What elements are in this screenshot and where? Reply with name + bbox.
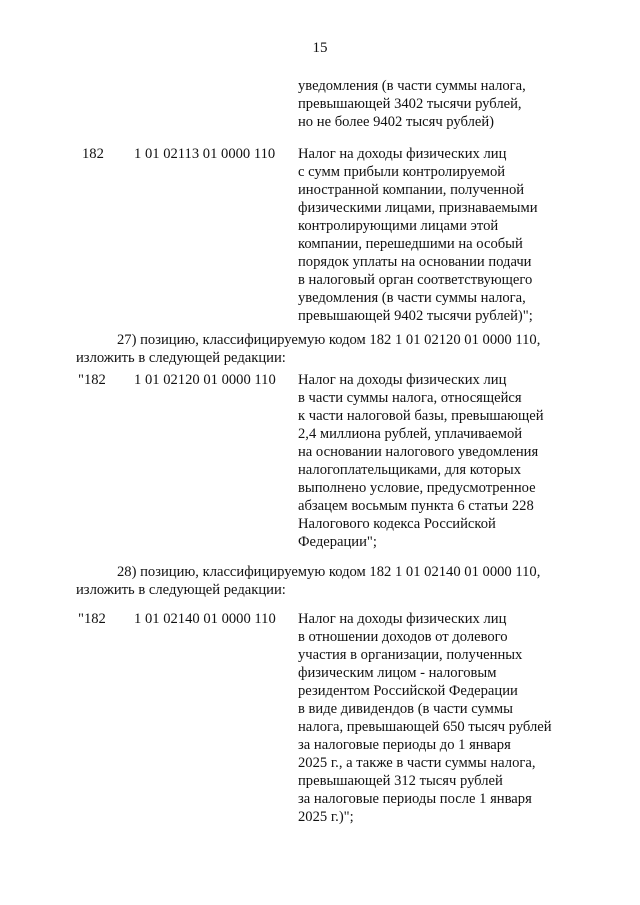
desc-line: превышающей 312 тысяч рублей [298, 773, 503, 789]
desc-line: в виде дивидендов (в части суммы [298, 701, 513, 717]
page-number: 15 [312, 40, 328, 56]
desc-line: Налог на доходы физических лиц [298, 611, 507, 627]
desc-line: за налоговые периоды до 1 января [298, 737, 511, 753]
desc-line: за налоговые периоды после 1 января [298, 791, 532, 807]
desc-line: физическим лицом - налоговым [298, 665, 497, 681]
desc-line: в налоговый орган соответствующего [298, 272, 533, 288]
desc-line: порядок уплаты на основании подачи [298, 254, 532, 270]
desc-line: уведомления (в части суммы налога, [298, 290, 526, 306]
desc-line: на основании налогового уведомления [298, 444, 539, 460]
desc-line: контролирующими лицами этой [298, 218, 499, 234]
desc-line: резидентом Российской Федерации [298, 683, 518, 699]
desc-line: выполнено условие, предусмотренное [298, 480, 536, 496]
desc-line: налога, превышающей 650 тысяч рублей [298, 719, 552, 735]
desc-line: 2025 г.)"; [298, 809, 354, 825]
code-kbk: 1 01 02140 01 0000 110 [134, 611, 276, 627]
desc-line: к части налоговой базы, превышающей [298, 408, 544, 424]
desc-line: Федерации"; [298, 534, 377, 550]
desc-line: налогоплательщиками, для которых [298, 462, 522, 478]
desc-line: превышающей 9402 тысячи рублей)"; [298, 308, 533, 324]
paragraph-line: 28) позицию, классифицируемую кодом 182 1 01 02140 01 0000 110, [117, 564, 541, 580]
code-kbk-admin: "182 [78, 611, 106, 627]
desc-line: компании, перешедшими на особый [298, 236, 523, 252]
desc-line: 2025 г., а также в части суммы налога, [298, 755, 536, 771]
desc-line: 2,4 миллиона рублей, уплачиваемой [298, 426, 523, 442]
desc-line: в отношении доходов от долевого [298, 629, 508, 645]
desc-line: превышающей 3402 тысячи рублей, [298, 96, 522, 112]
desc-line: участия в организации, полученных [298, 647, 523, 663]
paragraph-line: изложить в следующей редакции: [76, 350, 286, 366]
desc-line: иностранной компании, полученной [298, 182, 525, 198]
desc-line: в части суммы налога, относящейся [298, 390, 522, 406]
desc-line: Налог на доходы физических лиц [298, 372, 507, 388]
desc-line: но не более 9402 тысяч рублей) [298, 114, 495, 130]
code-kbk-admin: "182 [78, 372, 106, 388]
desc-line: с сумм прибыли контролируемой [298, 164, 506, 180]
code-kbk: 1 01 02113 01 0000 110 [134, 146, 276, 162]
paragraph-line: 27) позицию, классифицируемую кодом 182 1 01 02120 01 0000 110, [117, 332, 541, 348]
desc-line: уведомления (в части суммы налога, [298, 78, 526, 94]
code-kbk-admin: 182 [82, 146, 104, 162]
desc-line: абзацем восьмым пункта 6 статьи 228 [298, 498, 534, 514]
desc-line: Налогового кодекса Российской [298, 516, 496, 532]
desc-line: физическими лицами, признаваемыми [298, 200, 538, 216]
code-kbk: 1 01 02120 01 0000 110 [134, 372, 276, 388]
paragraph-line: изложить в следующей редакции: [76, 582, 286, 598]
desc-line: Налог на доходы физических лиц [298, 146, 507, 162]
